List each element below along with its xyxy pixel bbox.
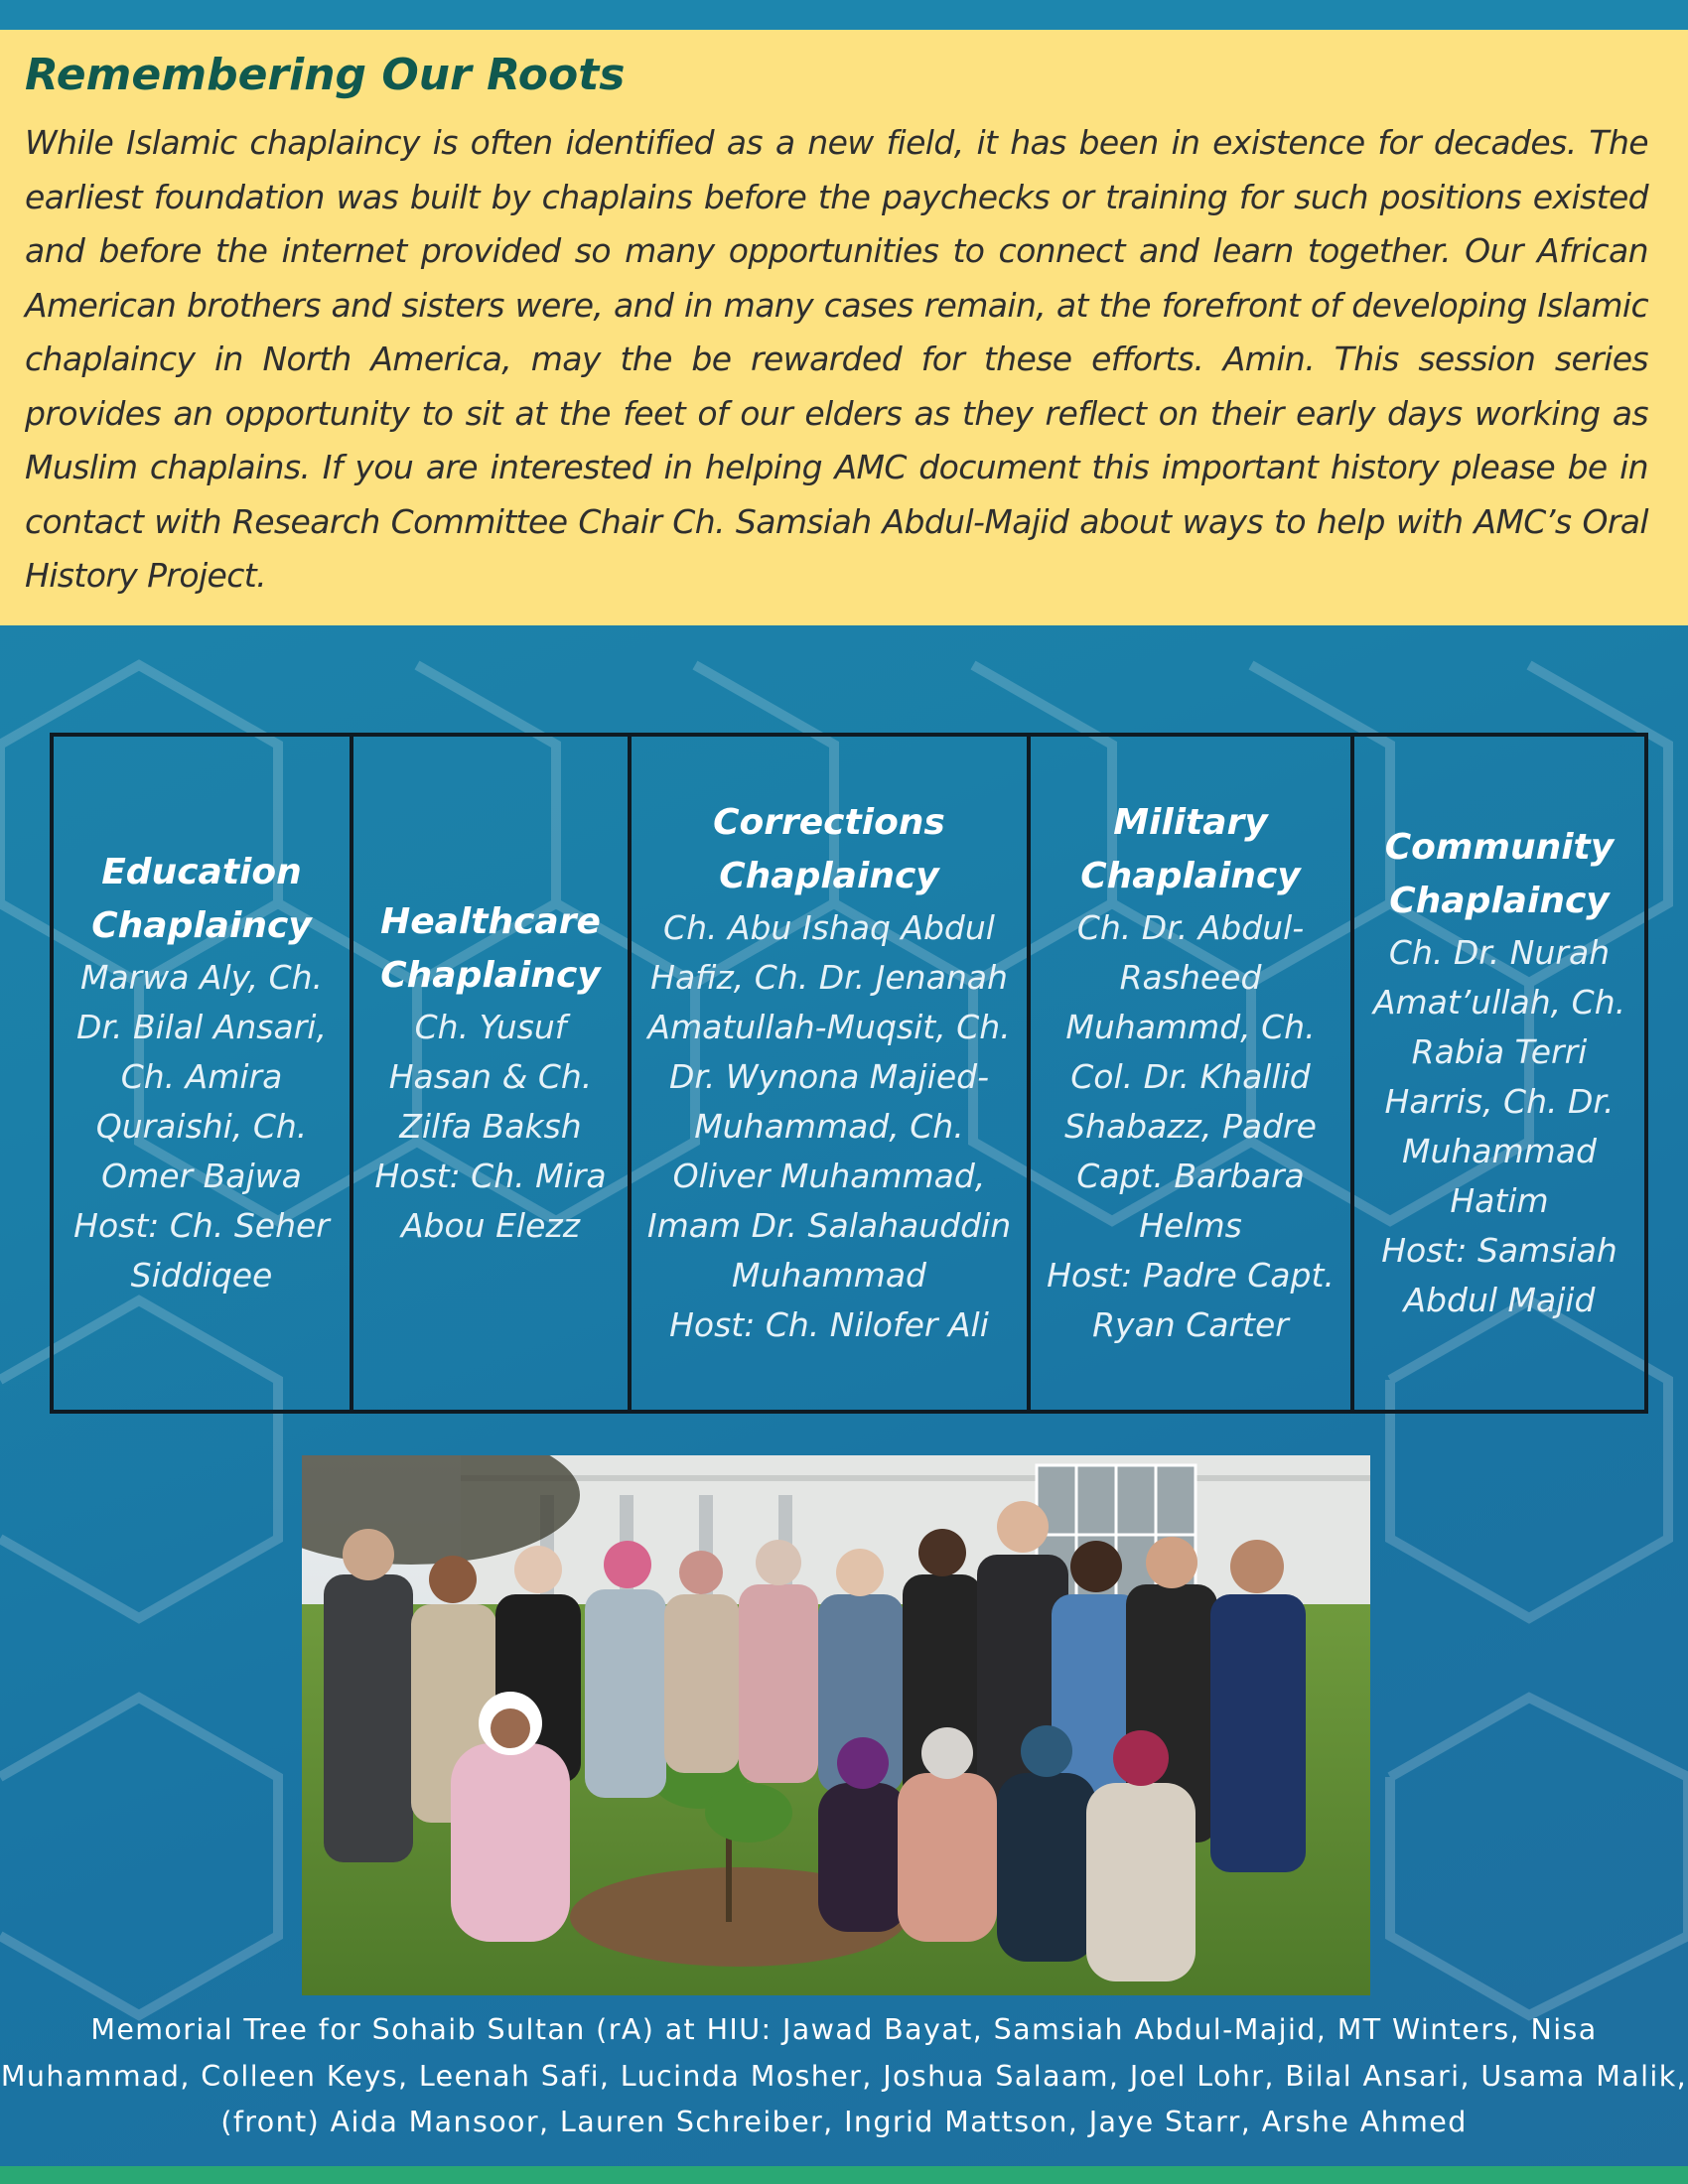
session-heading: Education Chaplaincy (91, 852, 312, 946)
session-speakers: Ch. Dr. Nurah Amat’ullah, Ch. Rabia Terri Harris, Ch. Dr. Muhammad Hatim (1372, 933, 1626, 1220)
session-host: Host: Padre Capt. Ryan Carter (1047, 1256, 1335, 1344)
intro-section (0, 30, 1688, 625)
bottom-stripe (0, 2166, 1688, 2184)
session-speakers: Marwa Aly, Ch. Dr. Bilal Ansari, Ch. Amira Quraishi, Ch. Omer Bajwa (76, 958, 327, 1195)
session-host: Host: Ch. Seher Siddiqee (73, 1206, 330, 1295)
intro-body: While Islamic chaplaincy is often identified as a new field, it has been in existence for decades. The earliest foundation was built by chaplains before the paychecks or training for such positions existed and before the internet provided so many opportunities to connect and learn together. Our African American brothers and sisters were, and in many cases remain, at the forefront of developing Islamic chaplaincy in North America, may the be rewarded for these efforts. Amin. This session series provides an opportunity to sit at the feet of our elders as they reflect on their early days working as Muslim chaplains. If you are interested in helping AMC document this important history please be in contact with Research Committee Chair Ch. Samsiah Abdul-Majid about ways to help with AMC’s Oral History Project. (25, 123, 1648, 595)
session-host: Host: Ch. Mira Abou Elezz (374, 1157, 607, 1245)
session-column-healthcare (353, 737, 632, 1410)
session-column-corrections (632, 737, 1031, 1410)
session-heading: Healthcare Chaplaincy (380, 901, 601, 996)
session-column-community (1354, 737, 1644, 1410)
session-heading: Community Chaplaincy (1384, 827, 1615, 921)
session-speakers: Ch. Dr. Abdul-Rasheed Muhammd, Ch. Col. Dr. Khallid Shabazz, Padre Capt. Barbara Helms (1064, 908, 1317, 1245)
group-photo-illustration (302, 1455, 1370, 1995)
session-column-military (1031, 737, 1354, 1410)
session-speakers: Ch. Abu Ishaq Abdul Hafiz, Ch. Dr. Jenanah Amatullah-Muqsit, Ch. Dr. Wynona Majied-Muhammad, Ch. Oliver Muhammad, Imam Dr. Salahauddin Muhammad (646, 908, 1012, 1295)
top-stripe (0, 0, 1688, 30)
session-host: Host: Ch. Nilofer Ali (669, 1305, 989, 1344)
session-speakers: Ch. Yusuf Hasan & Ch. Zilfa Baksh (388, 1008, 593, 1146)
intro-title: Remembering Our Roots (25, 50, 626, 100)
session-heading: Military Chaplaincy (1080, 802, 1301, 896)
session-host: Host: Samsiah Abdul Majid (1381, 1231, 1618, 1319)
session-column-education (54, 737, 353, 1410)
group-photo (302, 1455, 1370, 1995)
sessions-table (50, 733, 1648, 1414)
session-heading: Corrections Chaplaincy (713, 802, 945, 896)
photo-caption: Memorial Tree for Sohaib Sultan (rA) at HIU: Jawad Bayat, Samsiah Abdul-Majid, MT Winters, Nisa Muhammad, Colleen Keys, Leenah Safi, Lucinda Mosher, Joshua Salaam, Joel Lohr, Bilal Ansari, Usama Malik, (front) Aida Mansoor, Lauren Schreiber, Ingrid Mattson, Jaye Starr, Arshe Ahmed (0, 2013, 1688, 2138)
